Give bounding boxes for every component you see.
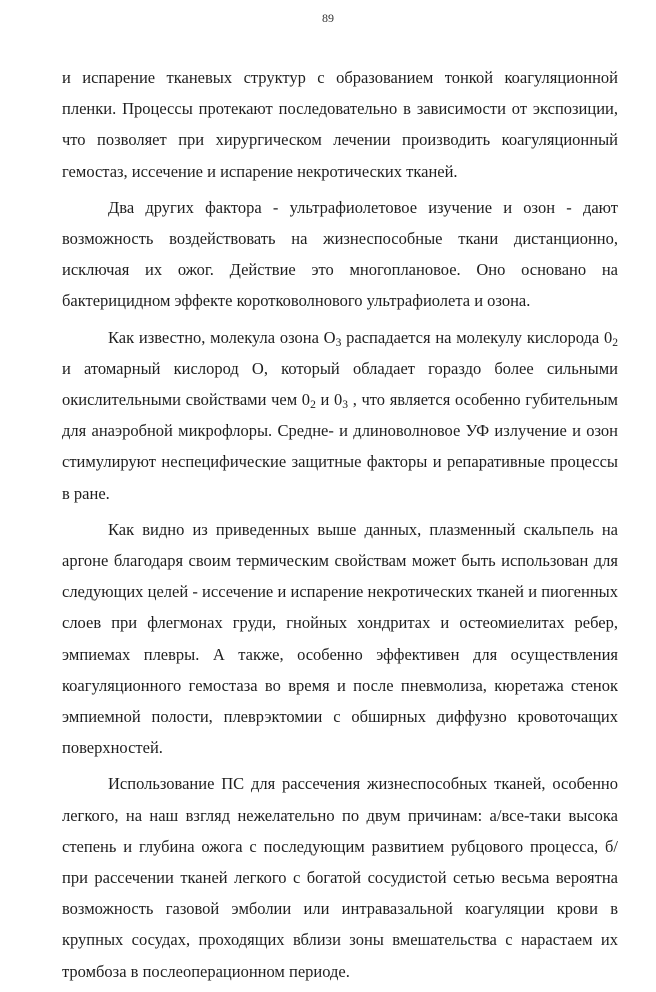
page-number: 89 (322, 11, 334, 25)
paragraph (62, 768, 618, 986)
paragraph-text: и 0 (315, 390, 343, 410)
paragraph-text: Два других фактора - ультрафиолетовое изучение и озон - дают возможность воздействовать на жизнеспособные ткани дистанционно, исключая их ожог. Действие это многоплановое. Оно основано на бактерицидном эффекте коротковолнового ультрафиолета и озона. (62, 197, 618, 311)
paragraph (62, 322, 618, 509)
body-text (62, 62, 618, 992)
subscript: 2 (310, 398, 316, 411)
subscript: 3 (335, 336, 342, 349)
paragraph-text: Как известно, молекула озона О (108, 327, 336, 347)
paragraph-text: Использование ПС для рассечения жизнеспособных тканей, особенно легкого, на наш взгляд нежелательно по двум причинам: а/все-таки высока степень и глубина ожога с последующим развитием рубцового процесса, б/при рассечении тканей легкого с богатой сосудистой сетью весьма вероятна возможность газовой эмболии или интравазальной коагуляции крови в крупных сосудах, проходящих вблизи зоны вмешательства с нарастаем их тромбоза в послеоперационном периоде. (62, 774, 618, 981)
paragraph-text: , что является особенно губительным для анаэробной микрофлоры. Средне- и длиноволновое УФ излучение и озон стимулируют неспецифические защитные факторы и репаративные процессы в ране. (62, 390, 618, 503)
paragraph (62, 192, 618, 317)
paragraph-text: и испарение тканевых структур с образованием тонкой коагуляционной пленки. Процессы протекают последовательно в зависимости от экспозиции, что позволяет при хирургическом лечении производить коагуляционный гемостаз, иссечение и испарение некротических тканей. (62, 68, 618, 181)
subscript: 2 (612, 336, 619, 349)
paragraph-text: распадается на молекулу кислорода 0 (341, 327, 613, 347)
paragraph-text: и атомарный кислород О, который обладает гораздо более сильными окислительными свойствами чем 0 (62, 358, 618, 410)
paragraph-text: Как видно из приведенных выше данных, плазменный скальпель на аргоне благодаря своим термическим свойствам может быть использован для следующих целей - иссечение и испарение некротических тканей и пиогенных слоев при флегмонах груди, гнойных хондритах и остеомиелитах ребер, эмпиемах плевры. А также, особенно эффективен для осуществления коагуляционного гемостаза во время и после пневмолиза, кюретажа стенок эмпиемной полости, плеврэктомии с обширных диффузно кровоточащих поверхностей. (62, 519, 618, 758)
paragraph (62, 514, 618, 764)
paragraph (62, 62, 618, 187)
subscript: 3 (342, 398, 349, 411)
